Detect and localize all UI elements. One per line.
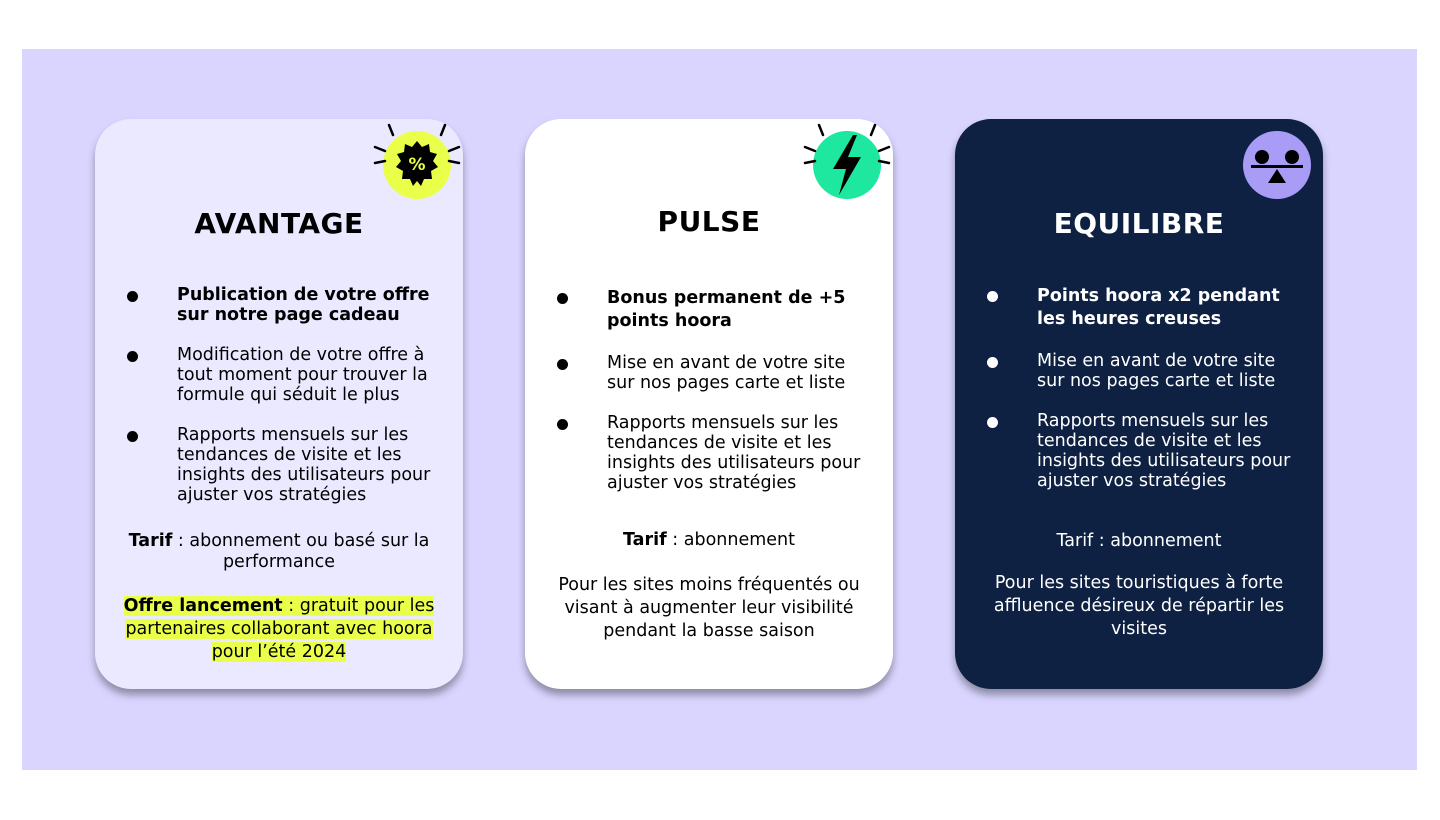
balance-scale-icon — [1243, 131, 1311, 199]
feature-list — [557, 287, 873, 513]
plan-card-pulse — [525, 119, 893, 689]
tarif-text: Tarif : abonnement — [622, 530, 795, 550]
list-item: Bonus permanent de +5 points hoora — [557, 287, 873, 333]
plan-title: AVANTAGE — [194, 207, 364, 240]
list-item: Points hoora x2 pendant les heures creuses — [987, 285, 1303, 331]
bullet-dot-icon — [127, 351, 138, 362]
tarif-text: Tarif : abonnement ou basé sur la performance — [128, 531, 430, 572]
svg-text:%: % — [408, 155, 426, 175]
lightning-icon — [813, 131, 881, 199]
feature-list — [127, 285, 443, 525]
bullet-dot-icon — [987, 417, 998, 428]
bullet-dot-icon — [127, 291, 138, 302]
plan-title: PULSE — [657, 205, 761, 238]
bullet-dot-icon — [557, 293, 568, 304]
offers-panel — [22, 49, 1417, 770]
target-audience-text: Pour les sites touristiques à forte affluence désireux de répartir les visites — [993, 573, 1285, 639]
list-item: Mise en avant de votre site sur nos pages carte et liste — [557, 353, 873, 393]
bullet-dot-icon — [127, 431, 138, 442]
list-item: Rapports mensuels sur les tendances de visite et les insights des utilisateurs pour ajuster vos stratégies — [127, 425, 443, 505]
percent-badge-icon — [383, 131, 451, 199]
bullet-dot-icon — [557, 419, 568, 430]
list-item: Publication de votre offre sur notre page cadeau — [127, 285, 443, 325]
plan-title: EQUILIBRE — [1053, 207, 1225, 240]
tarif-text: Tarif : abonnement — [1056, 531, 1222, 551]
plan-card-avantage — [95, 119, 463, 689]
bullet-dot-icon — [557, 359, 568, 370]
list-item: Mise en avant de votre site sur nos pages carte et liste — [987, 351, 1303, 391]
launch-offer-text: Offre lancement : gratuit pour les partenaires collaborant avec hoora pour l’été 2024 — [123, 596, 435, 662]
list-item: Rapports mensuels sur les tendances de visite et les insights des utilisateurs pour ajuster vos stratégies — [557, 413, 873, 493]
list-item: Rapports mensuels sur les tendances de visite et les insights des utilisateurs pour ajuster vos stratégies — [987, 411, 1303, 491]
feature-list — [987, 285, 1303, 511]
bullet-dot-icon — [987, 291, 998, 302]
list-item: Modification de votre offre à tout moment pour trouver la formule qui séduit le plus — [127, 345, 443, 405]
plan-card-equilibre — [955, 119, 1323, 689]
target-audience-text: Pour les sites moins fréquentés ou visant à augmenter leur visibilité pendant la basse saison — [558, 575, 860, 641]
bullet-dot-icon — [987, 357, 998, 368]
